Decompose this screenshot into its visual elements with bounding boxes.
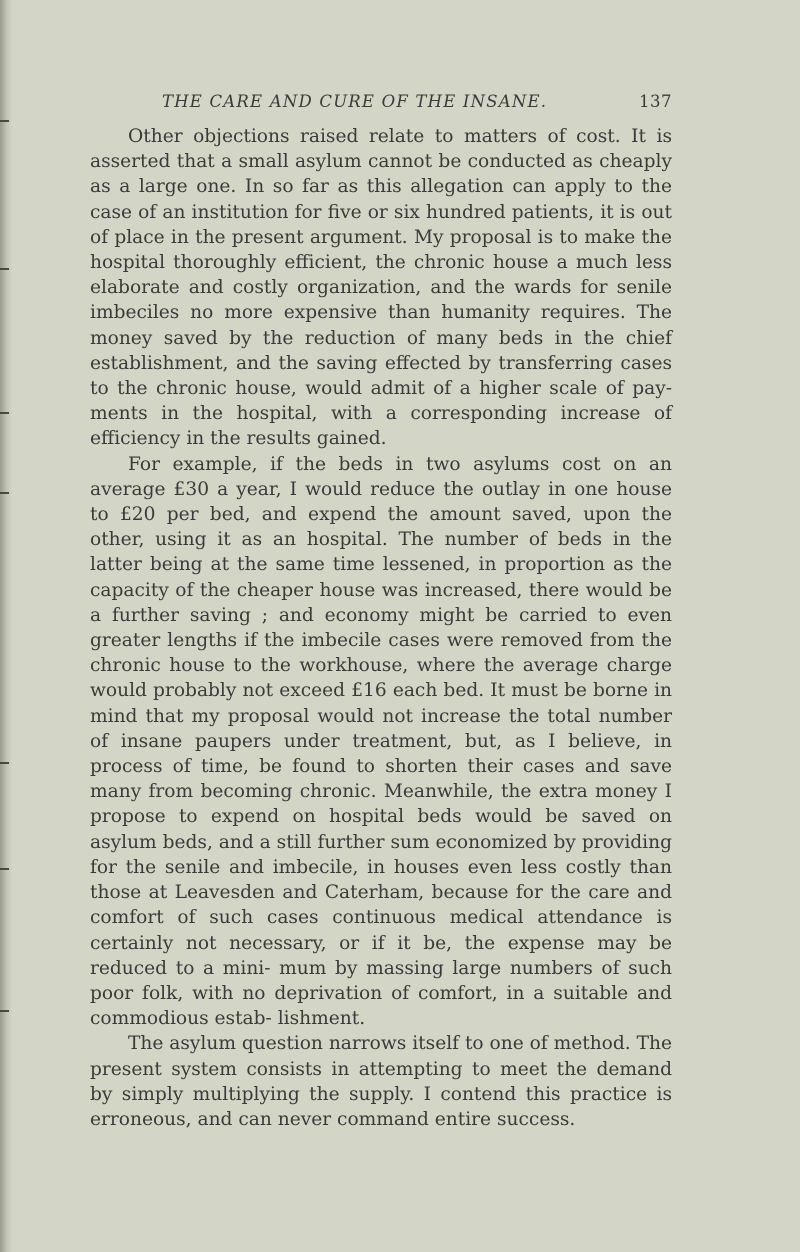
binding-mark	[0, 268, 9, 270]
page-number: 137	[639, 92, 672, 111]
paragraph: Other objections raised relate to matters of cost. It is asserted that a small asylum cannot be conducted as cheaply as a large one. In so far as this allegation can apply to the case of an institution for five or six hundred patients, it is out of place in the present argument. My proposal is to make the hospital thoroughly efficient, the chronic house a much less elaborate and costly organization, and the wards for senile imbeciles no more expensive than humanity requires. The money saved by the reduction of many beds in the chief establishment, and the saving effected by transferring cases to the chronic house, would admit of a higher scale of pay- ments in the hospital, with a corresponding increase of efficiency in the results gained.	[90, 126, 672, 450]
binding-mark	[0, 868, 9, 870]
page-header	[90, 84, 672, 118]
binding-mark	[0, 412, 9, 414]
book-page	[90, 84, 672, 1132]
binding-mark	[0, 1010, 9, 1012]
running-title: THE CARE AND CURE OF THE INSANE.	[162, 92, 548, 111]
page-binding-edge	[0, 0, 12, 1252]
paragraph: For example, if the beds in two asylums cost on an average £30 a year, I would reduce the outlay in one house to £20 per bed, and expend the amount saved, upon the other, using it as an hospital. The number of beds in the latter being at the same time lessened, in proportion as the capacity of the cheaper house was increased, there would be a further saving ; and economy might be carried to even greater lengths if the imbecile cases were removed from the chronic house to the workhouse, where the average charge would probably not exceed £16 each bed. It must be borne in mind that my proposal would not increase the total number of insane paupers under treatment, but, as I believe, in process of time, be found to shorten their cases and save many from becoming chronic. Meanwhile, the extra money I propose to expend on hospital beds would be saved on asylum beds, and a still further sum economized by providing for the senile and imbecile, in houses even less costly than those at Leavesden and Caterham, because for the care and comfort of such cases continuous medical attendance is certainly not necessary, or if it be, the expense may be reduced to a mini- mum by massing large numbers of such poor folk, with no deprivation of comfort, in a suitable and commodious estab- lishment.	[90, 453, 672, 1030]
binding-mark	[0, 120, 9, 122]
binding-mark	[0, 762, 9, 764]
body-text	[90, 124, 672, 1132]
binding-mark	[0, 492, 9, 494]
paragraph: The asylum question narrows itself to one of method. The present system consists in attempting to meet the demand by simply multiplying the supply. I contend this practice is erroneous, and can never command entire success.	[90, 1033, 672, 1130]
